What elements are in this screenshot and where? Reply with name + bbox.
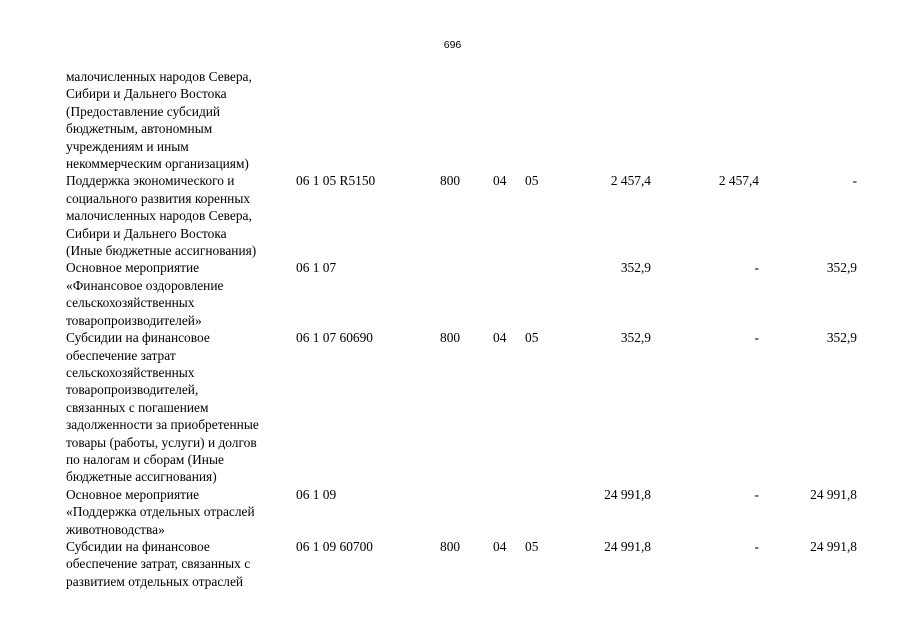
row-name: малочисленных народов Севера, Сибири и Дальнего Востока (Предоставление субсидий бюджетным, автономным учреждениям и иным некоммерческим организациям) (66, 69, 252, 172)
row-vr: 800 (440, 538, 461, 554)
row-vr: 800 (440, 330, 461, 346)
row-name: Поддержка экономического и социального развития коренных малочисленных народов Севера, Сибири и Дальнего Востока (Иные бюджетные ассигнования) (66, 173, 257, 259)
row-pr: 05 (525, 330, 539, 346)
table-row (66, 259, 866, 329)
budget-table (66, 68, 866, 590)
row-total: 2 457,4 (610, 173, 651, 189)
row-federal: - (754, 260, 759, 276)
row-total: 352,9 (620, 330, 651, 346)
table-row (66, 329, 866, 486)
row-total: 24 991,8 (604, 538, 651, 554)
row-federal: - (754, 330, 759, 346)
row-federal: 2 457,4 (718, 173, 759, 189)
row-code: 06 1 07 60690 (296, 330, 373, 346)
row-regional: - (852, 173, 857, 189)
row-federal: - (754, 538, 759, 554)
row-name: Субсидии на финансовое обеспечение затрат сельскохозяйственных товаропроизводителей, связанных с погашением задолженности за приобретенные товары (работы, услуги) и долгов по налогам и сборам (Иные бюджетные ассигнования) (66, 330, 259, 485)
row-regional: 352,9 (826, 260, 857, 276)
table-row (66, 486, 866, 538)
row-vr: 800 (440, 173, 461, 189)
row-total: 24 991,8 (604, 486, 651, 502)
row-name: Субсидии на финансовое обеспечение затрат, связанных с развитием отдельных отраслей (66, 538, 251, 589)
row-pr: 05 (525, 538, 539, 554)
row-code: 06 1 09 60700 (296, 538, 373, 554)
row-regional: 24 991,8 (810, 486, 857, 502)
page-number: 696 (443, 39, 462, 51)
row-code: 06 1 07 (296, 260, 337, 276)
row-rz: 04 (493, 330, 507, 346)
row-code: 06 1 05 R5150 (296, 173, 376, 189)
table-row (66, 68, 866, 172)
row-regional: 24 991,8 (810, 538, 857, 554)
table-row (66, 172, 866, 259)
row-name: Основное мероприятие «Финансовое оздоровление сельскохозяйственных товаропроизводителей» (66, 260, 224, 328)
row-rz: 04 (493, 538, 507, 554)
row-pr: 05 (525, 173, 539, 189)
row-name: Основное мероприятие «Поддержка отдельных отраслей животноводства» (66, 486, 255, 537)
table-row (66, 538, 866, 590)
row-rz: 04 (493, 173, 507, 189)
row-regional: 352,9 (826, 330, 857, 346)
row-total: 352,9 (620, 260, 651, 276)
row-federal: - (754, 486, 759, 502)
row-code: 06 1 09 (296, 486, 337, 502)
